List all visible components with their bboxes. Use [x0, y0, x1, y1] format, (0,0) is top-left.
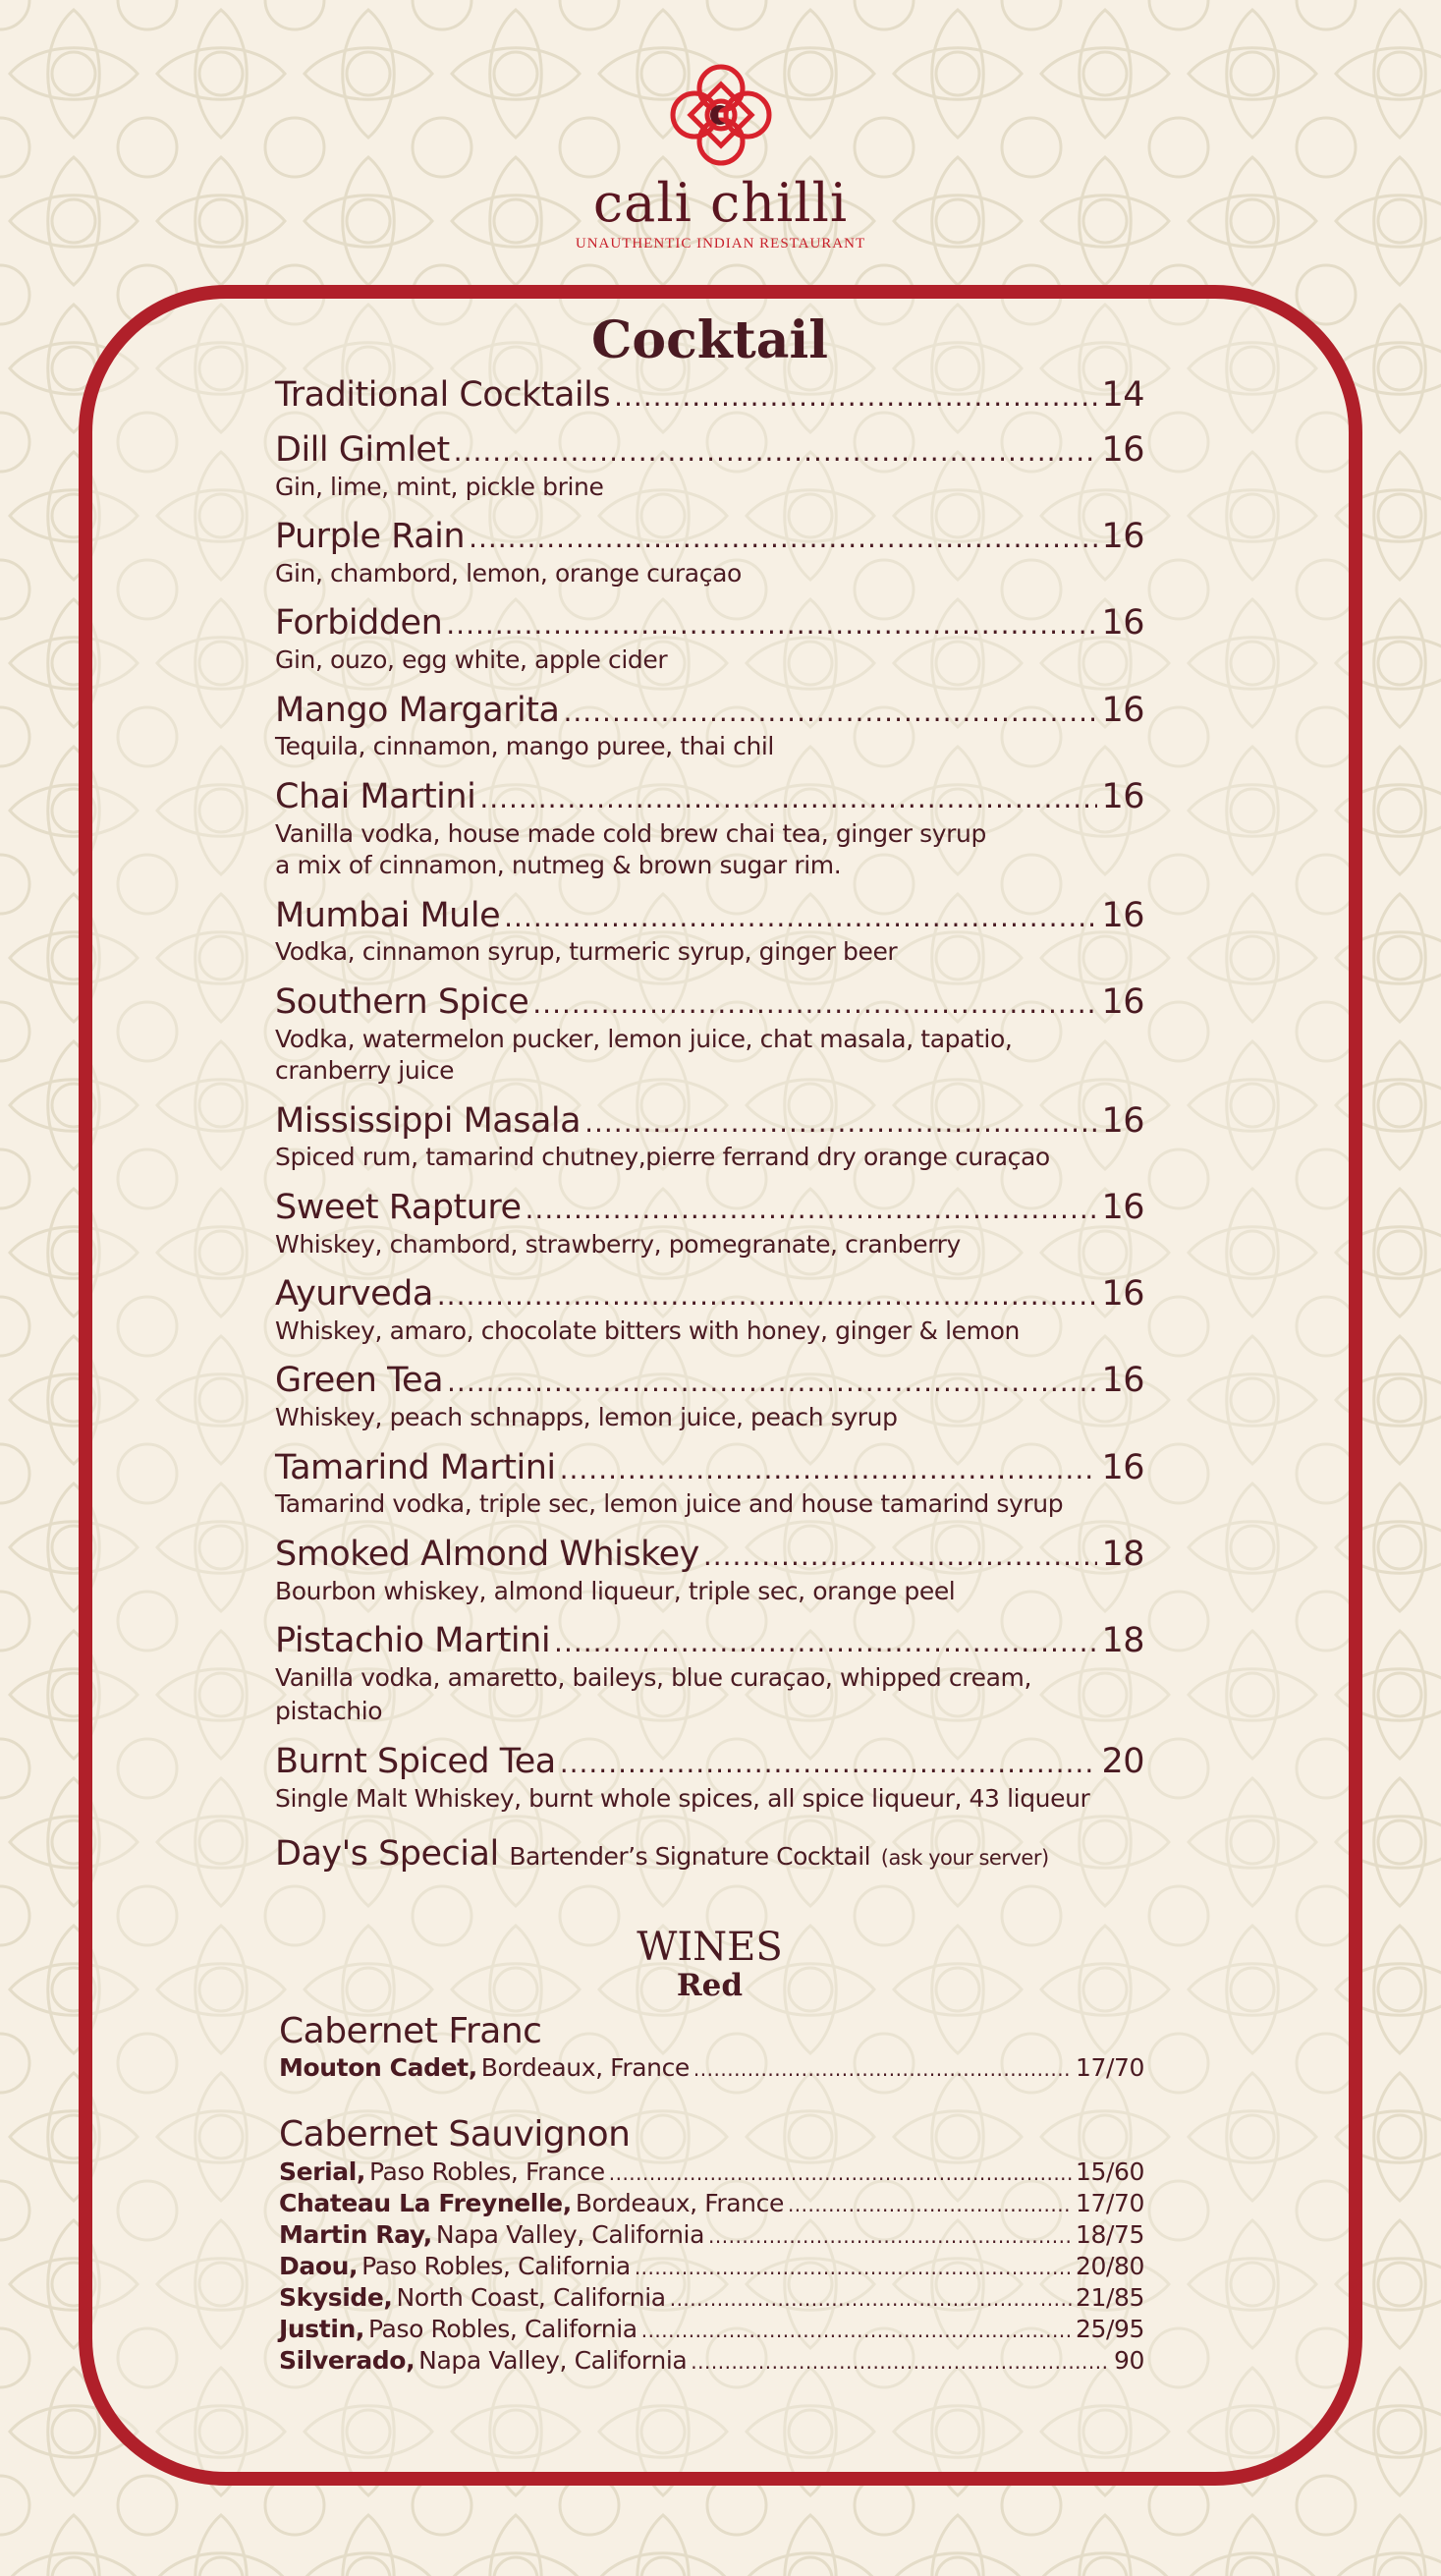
cocktail-price: 18	[1101, 1621, 1144, 1661]
cocktail-line	[275, 516, 1144, 559]
wine-price: 17/70	[1075, 2053, 1144, 2083]
cocktail-description: Gin, lime, mint, pickle brine	[275, 472, 604, 501]
cocktail-list	[275, 374, 1144, 1816]
cocktail-description: cranberry juice	[275, 1056, 455, 1086]
cocktail-description: Bourbon whiskey, almond liqueur, triple sec, orange peel	[275, 1576, 956, 1605]
cocktail-line	[275, 429, 1144, 473]
wine-price: 25/95	[1075, 2314, 1144, 2343]
cocktail-item	[275, 1100, 1144, 1175]
special-note: (ask your server)	[880, 1846, 1049, 1871]
cocktail-line	[275, 776, 1144, 819]
mandala-crescent-logo-icon	[665, 59, 777, 171]
cocktail-price: 16	[1101, 1100, 1144, 1141]
menu-content	[275, 312, 1144, 2377]
cocktail-item	[275, 374, 1144, 418]
wine-region: Bordeaux, France	[575, 2188, 784, 2217]
cocktail-item	[275, 981, 1144, 1089]
wine-row	[275, 2345, 1144, 2377]
cocktail-name: Dill Gimlet	[275, 429, 450, 470]
wines-subtitle: Red	[676, 1968, 744, 2004]
wine-row	[275, 2219, 1144, 2251]
cocktail-price: 16	[1101, 895, 1144, 935]
cocktail-line	[275, 1360, 1144, 1403]
cocktail-description: Vanilla vodka, house made cold brew chai tea, ginger syrup	[275, 818, 986, 848]
wine-brand: Skyside,	[279, 2282, 393, 2312]
wine-varietal: Cabernet Sauvignon	[279, 2114, 631, 2156]
cocktail-item	[275, 516, 1144, 590]
cocktail-price: 16	[1101, 776, 1144, 816]
dot-leader	[554, 1625, 1097, 1659]
wine-list	[275, 2010, 1144, 2376]
days-special	[275, 1833, 1144, 1875]
cocktail-name: Purple Rain	[275, 517, 466, 557]
brand-tagline: UNAUTHENTIC INDIAN RESTAURANT	[575, 236, 866, 252]
dot-leader	[526, 1192, 1098, 1226]
dot-leader	[614, 379, 1097, 414]
dot-leader	[691, 2350, 1110, 2376]
cocktail-item	[275, 429, 1144, 504]
wine-price: 21/85	[1075, 2282, 1144, 2312]
wine-varietal: Cabernet Franc	[279, 2011, 542, 2052]
dot-leader	[447, 1365, 1097, 1399]
cocktail-description: Vodka, cinnamon syrup, turmeric syrup, ginger beer	[275, 937, 898, 967]
restaurant-header	[0, 59, 1441, 252]
cocktail-description: Tequila, cinnamon, mango puree, thai chil	[275, 732, 774, 761]
cocktail-item	[275, 1534, 1144, 1608]
wine-brand: Serial,	[279, 2156, 365, 2186]
cocktail-item	[275, 1447, 1144, 1522]
cocktail-line	[275, 690, 1144, 733]
cocktail-name: Mango Margarita	[275, 690, 560, 730]
dot-leader	[641, 2319, 1072, 2344]
cocktail-description: Gin, ouzo, egg white, apple cider	[275, 645, 668, 675]
wine-price: 17/70	[1075, 2188, 1144, 2217]
cocktail-price: 16	[1101, 1361, 1144, 1401]
dot-leader	[479, 781, 1097, 815]
dot-leader	[703, 1539, 1098, 1573]
special-signature: Bartender’s Signature Cocktail	[509, 1842, 871, 1872]
wine-brand: Daou,	[279, 2251, 359, 2280]
cocktail-name: Smoked Almond Whiskey	[275, 1534, 699, 1574]
wine-region: Napa Valley, California	[435, 2219, 705, 2249]
cocktail-item	[275, 1360, 1144, 1434]
wine-brand: Silverado,	[279, 2345, 416, 2375]
cocktail-name: Burnt Spiced Tea	[275, 1741, 556, 1781]
cocktail-name: Sweet Rapture	[275, 1187, 522, 1227]
wine-brand: Mouton Cadet,	[279, 2053, 477, 2083]
cocktail-description: a mix of cinnamon, nutmeg & brown sugar rim.	[275, 851, 842, 880]
wine-region: Bordeaux, France	[480, 2053, 690, 2083]
dot-leader	[609, 2161, 1072, 2187]
cocktail-description: Gin, chambord, lemon, orange curaçao	[275, 558, 742, 588]
cocktail-name: Pistachio Martini	[275, 1621, 551, 1661]
cocktail-price: 16	[1101, 1187, 1144, 1227]
cocktail-price: 20	[1101, 1741, 1144, 1781]
wine-row	[275, 2052, 1144, 2084]
wine-region: Napa Valley, California	[418, 2345, 688, 2375]
cocktail-description: Whiskey, peach schnapps, lemon juice, peach syrup	[275, 1403, 898, 1432]
cocktail-price: 16	[1101, 981, 1144, 1022]
cocktail-description: Tamarind vodka, triple sec, lemon juice and house tamarind syrup	[275, 1489, 1064, 1519]
wine-row	[275, 2314, 1144, 2345]
cocktail-line	[275, 1100, 1144, 1144]
dot-leader	[469, 521, 1097, 555]
wine-row	[275, 2251, 1144, 2282]
brand-name: cali chilli	[592, 172, 849, 234]
dot-leader	[584, 1105, 1097, 1140]
dot-leader	[454, 434, 1098, 469]
cocktail-line	[275, 1187, 1144, 1230]
wine-row	[275, 2188, 1144, 2219]
cocktail-line	[275, 895, 1144, 938]
dot-leader	[708, 2224, 1072, 2250]
cocktail-price: 16	[1101, 517, 1144, 557]
wine-row	[275, 2156, 1144, 2188]
wine-price: 18/75	[1075, 2219, 1144, 2249]
cocktail-name: Ayurveda	[275, 1274, 433, 1315]
cocktail-description: Vanilla vodka, amaretto, baileys, blue curaçao, whipped cream, pistachio	[275, 1662, 1031, 1726]
cocktail-name: Forbidden	[275, 603, 443, 644]
cocktail-item	[275, 776, 1144, 883]
cocktail-item	[275, 602, 1144, 677]
cocktail-line	[275, 602, 1144, 645]
wine-region: Paso Robles, California	[368, 2314, 637, 2343]
cocktail-line	[275, 1620, 1144, 1663]
cocktail-price: 14	[1101, 375, 1144, 416]
cocktail-name: Chai Martini	[275, 776, 476, 816]
cocktail-description: Whiskey, chambord, strawberry, pomegranate, cranberry	[275, 1229, 961, 1259]
wine-region: Paso Robles, California	[361, 2251, 631, 2280]
wine-price: 90	[1113, 2345, 1144, 2375]
wine-price: 20/80	[1075, 2251, 1144, 2280]
wines-section	[275, 1926, 1144, 2376]
cocktail-name: Green Tea	[275, 1361, 444, 1401]
cocktail-description: Vodka, watermelon pucker, lemon juice, chat masala, tapatio,	[275, 1024, 1013, 1053]
cocktail-line	[275, 1741, 1144, 1784]
dot-leader	[693, 2057, 1072, 2083]
dot-leader	[563, 695, 1097, 729]
cocktail-title: Cocktail	[591, 310, 828, 370]
dot-leader	[437, 1278, 1098, 1313]
wine-brand: Justin,	[279, 2314, 364, 2343]
cocktail-name: Mississippi Masala	[275, 1100, 582, 1141]
cocktail-name: Tamarind Martini	[275, 1447, 556, 1487]
wine-region: North Coast, California	[396, 2282, 666, 2312]
cocktail-line	[275, 1534, 1144, 1577]
dot-leader	[788, 2193, 1072, 2218]
wine-region: Paso Robles, France	[369, 2156, 605, 2186]
cocktail-item	[275, 1620, 1144, 1729]
cocktail-item	[275, 690, 1144, 764]
cocktail-line	[275, 1273, 1144, 1316]
dot-leader	[560, 1746, 1098, 1780]
dot-leader	[560, 1452, 1098, 1486]
dot-leader	[670, 2287, 1072, 2313]
cocktail-name: Mumbai Mule	[275, 895, 501, 935]
cocktail-price: 16	[1101, 690, 1144, 730]
cocktail-description: Single Malt Whiskey, burnt whole spices, all spice liqueur, 43 liqueur	[275, 1783, 1090, 1813]
wine-row	[275, 2282, 1144, 2314]
cocktail-price: 16	[1101, 429, 1144, 470]
wine-brand: Martin Ray,	[279, 2219, 432, 2249]
cocktail-line	[275, 981, 1144, 1025]
cocktail-item	[275, 1187, 1144, 1261]
cocktail-name: Traditional Cocktails	[275, 375, 611, 416]
dot-leader	[532, 986, 1097, 1021]
cocktail-price: 18	[1101, 1534, 1144, 1574]
cocktail-item	[275, 895, 1144, 970]
cocktail-description: Whiskey, amaro, chocolate bitters with honey, ginger & lemon	[275, 1316, 1020, 1345]
special-label: Day's Special	[275, 1834, 499, 1875]
cocktail-line	[275, 374, 1144, 418]
cocktail-price: 16	[1101, 1447, 1144, 1487]
dot-leader	[635, 2256, 1072, 2281]
wine-price: 15/60	[1075, 2156, 1144, 2186]
cocktail-price: 16	[1101, 603, 1144, 644]
wines-title: WINES	[637, 1925, 783, 1971]
cocktail-price: 16	[1101, 1274, 1144, 1315]
cocktail-name: Southern Spice	[275, 981, 529, 1022]
dot-leader	[504, 900, 1097, 934]
cocktail-description: Spiced rum, tamarind chutney,pierre ferrand dry orange curaçao	[275, 1143, 1050, 1172]
cocktail-item	[275, 1741, 1144, 1816]
dot-leader	[446, 607, 1097, 642]
wine-brand: Chateau La Freynelle,	[279, 2188, 572, 2217]
cocktail-item	[275, 1273, 1144, 1348]
cocktail-line	[275, 1447, 1144, 1490]
